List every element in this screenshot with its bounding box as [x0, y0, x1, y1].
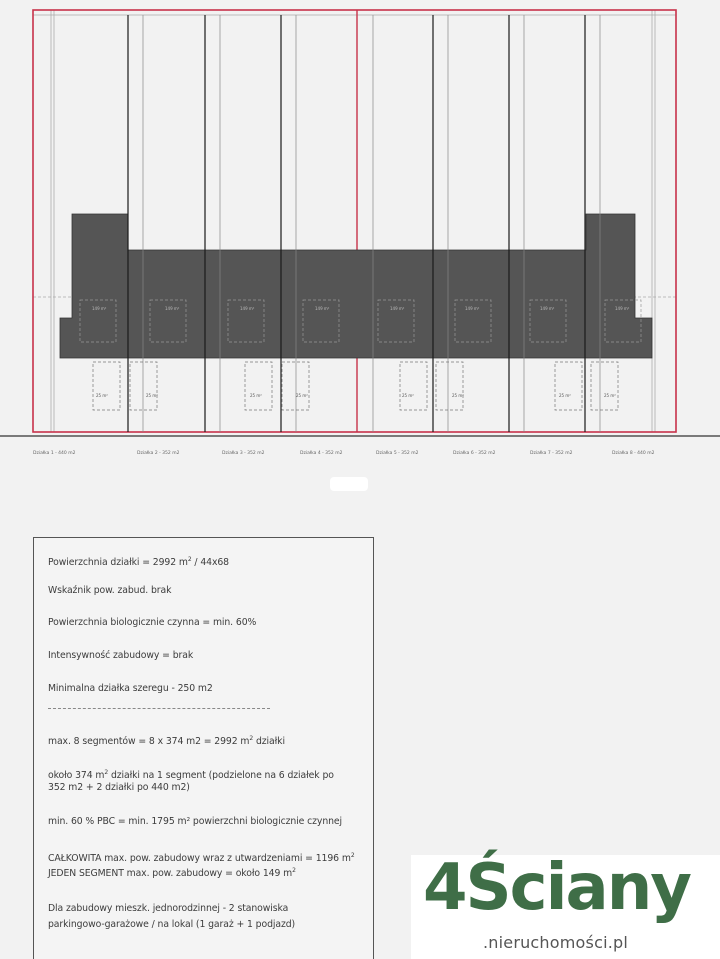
pbc-line: min. 60 % PBC = min. 1795 m² powierzchni biologicznie czynnej: [48, 816, 343, 827]
redaction-patch: [330, 477, 368, 491]
svg-text:149 m²: 149 m²: [315, 306, 330, 311]
svg-text:25 m²: 25 m²: [604, 393, 616, 398]
dashed-separator: [48, 708, 270, 709]
svg-text:25 m²: 25 m²: [559, 393, 571, 398]
segment-plot-line-2: 352 m2 + 2 działki po 440 m2): [48, 782, 190, 793]
svg-text:25 m²: 25 m²: [402, 393, 414, 398]
company-logo: [411, 851, 720, 959]
building-ratio-line: Wskaźnik pow. zabud. brak: [48, 585, 172, 596]
plot-label: Działka 8 - 440 m2: [612, 451, 655, 456]
intensity-line: Intensywność zabudowy = brak: [48, 650, 194, 661]
svg-text:25 m²: 25 m²: [250, 393, 262, 398]
min-plot-line: Minimalna działka szeregu - 250 m2: [48, 683, 213, 694]
svg-text:25 m²: 25 m²: [96, 393, 108, 398]
thin-divider-lines: [143, 15, 600, 432]
parking-area-labels: [96, 393, 616, 398]
plot-label: Działka 5 - 352 m2: [376, 451, 419, 456]
svg-text:25 m²: 25 m²: [452, 393, 464, 398]
svg-text:149 m²: 149 m²: [240, 306, 255, 311]
svg-text:149 m²: 149 m²: [540, 306, 555, 311]
parking-spaces: [93, 362, 618, 410]
plot-label: Działka 3 - 352 m2: [222, 451, 265, 456]
plot-label: Działka 1 - 440 m2: [33, 451, 76, 456]
svg-text:149 m²: 149 m²: [390, 306, 405, 311]
plot-area-line: Powierzchnia działki = 2992 $m^2 / 44x68$: [48, 556, 229, 569]
parking-line-1: Dla zabudowy mieszk. jednorodzinnej - 2 stanowiska: [48, 903, 289, 914]
guide-lines: [33, 10, 676, 432]
svg-text:25 m²: 25 m²: [296, 393, 308, 398]
plot-labels: [33, 450, 655, 456]
segment-plot-line-1: około 374 $m^2$ działki na 1 segment (podzielone na 6 działek po: [48, 769, 334, 782]
segment-coverage-line: JEDEN SEGMENT max. pow. zabudowy = około 149 $m^2$: [48, 867, 296, 880]
plot-label: Działka 2 - 352 m2: [137, 451, 180, 456]
plot-boundary: [33, 10, 676, 432]
terraced-building-footprint: [60, 214, 652, 358]
site-parameters-box: [33, 537, 374, 959]
svg-text:149 m²: 149 m²: [165, 306, 180, 311]
bio-area-line: Powierzchnia biologicznie czynna = min. 60%: [48, 617, 257, 628]
svg-text:25 m²: 25 m²: [146, 393, 158, 398]
parking-line-2: parkingowo-garażowe / na lokal (1 garaż + 1 podjazd): [48, 919, 296, 930]
svg-text:149 m²: 149 m²: [615, 306, 630, 311]
total-coverage-line: CAŁKOWITA max. pow. zabudowy wraz z utwardzeniami = 1196 $m^2$: [48, 852, 355, 865]
logo-tagline: .nieruchomości.pl: [483, 933, 629, 952]
plot-label: Działka 7 - 352 m2: [530, 451, 573, 456]
svg-text:149 m²: 149 m²: [465, 306, 480, 311]
plot-label: Działka 6 - 352 m2: [453, 451, 496, 456]
logo-brand-text: 4Ściany: [423, 851, 690, 925]
plot-label: Działka 4 - 352 m2: [300, 451, 343, 456]
segments-line: max. 8 segmentów = 8 x 374 m2 = 2992 $m^2$ działki: [48, 735, 285, 748]
svg-text:149 m²: 149 m²: [92, 306, 107, 311]
